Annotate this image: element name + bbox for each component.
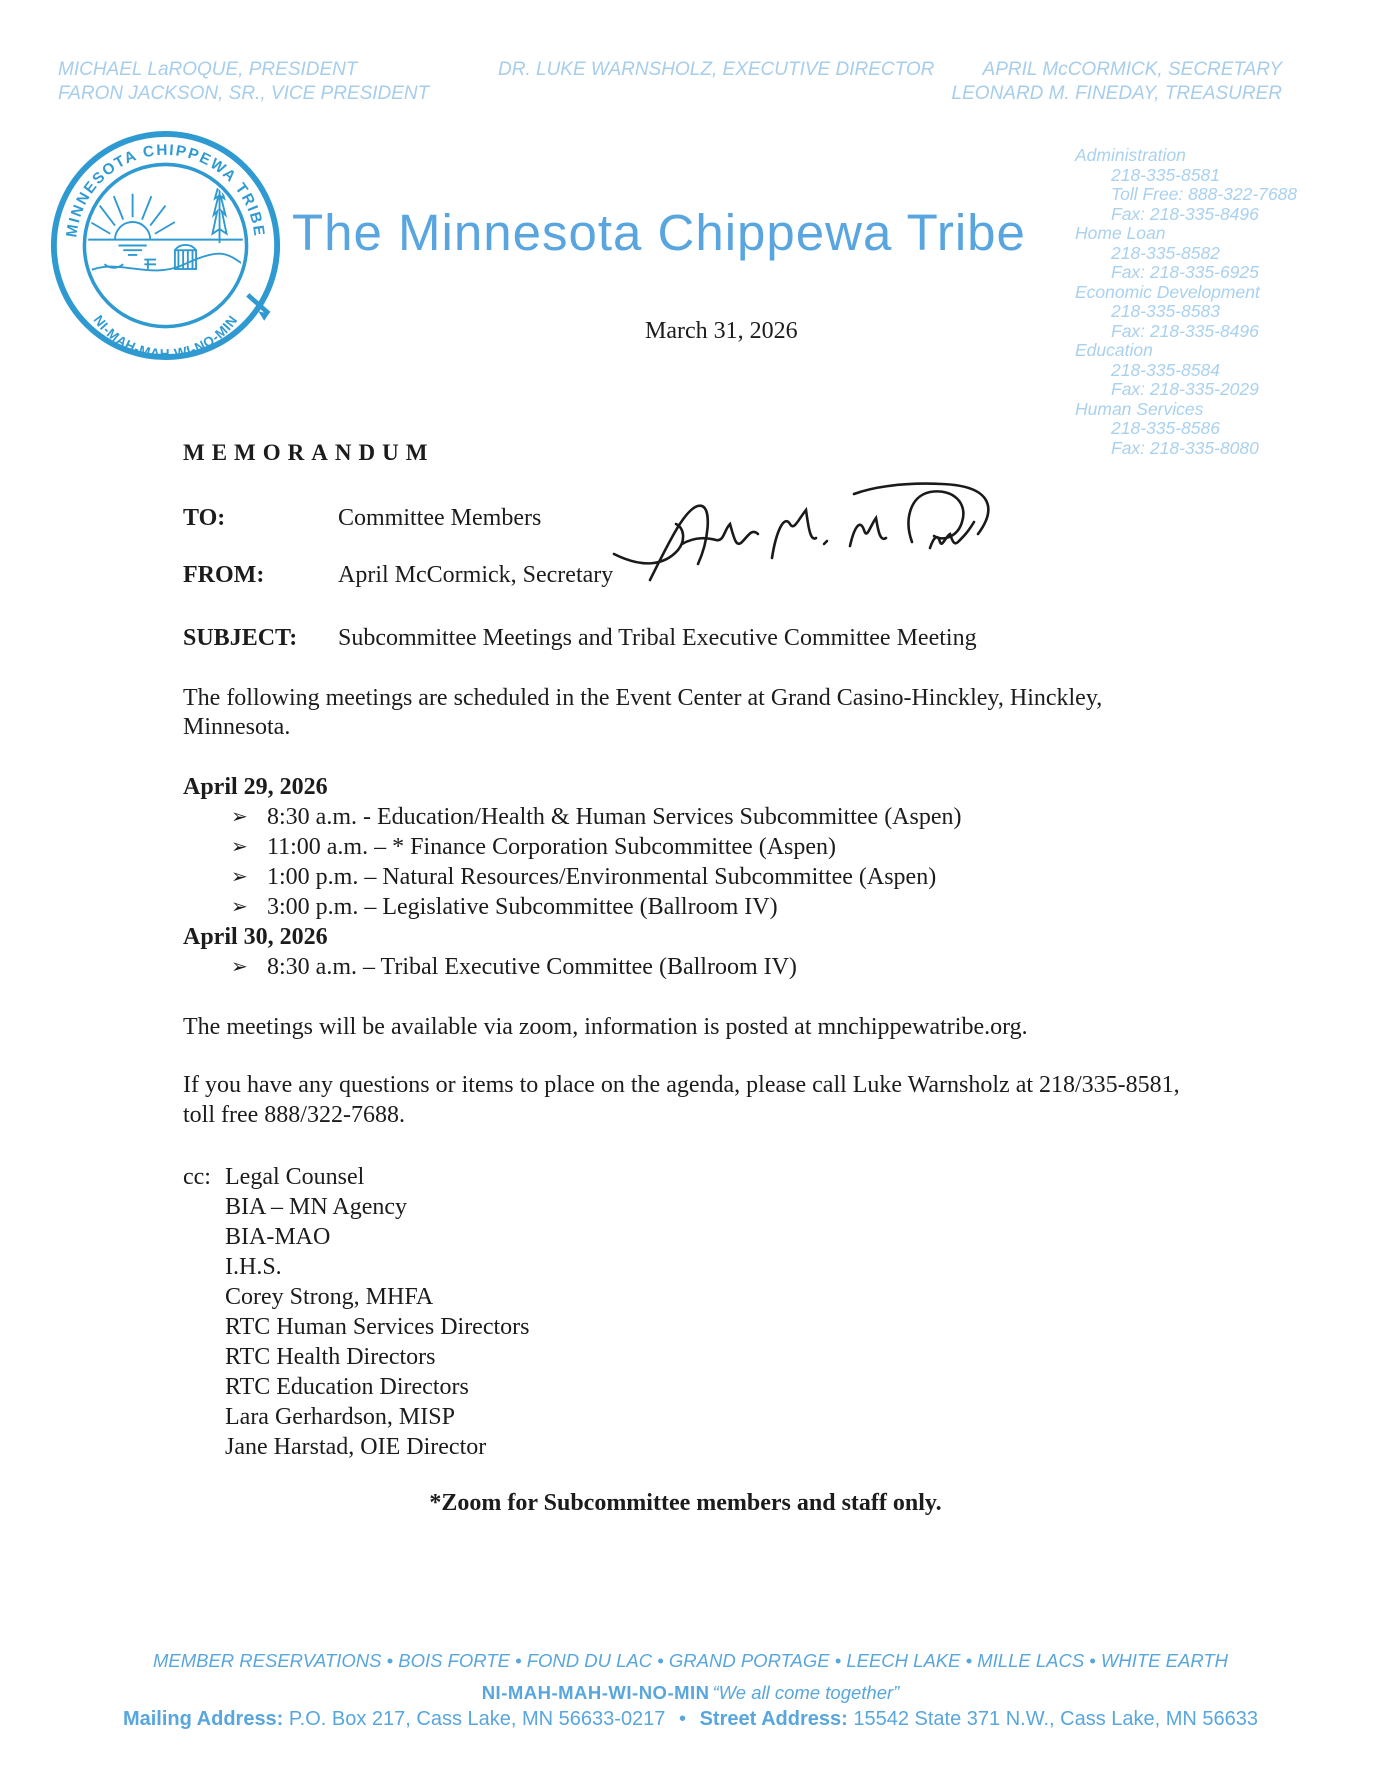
cc-item: Lara Gerhardson, MISP — [225, 1404, 455, 1430]
dept-line: Fax: 218-335-8496 — [1111, 203, 1259, 224]
page-title: The Minnesota Chippewa Tribe — [292, 204, 1026, 261]
officials-left — [58, 58, 429, 106]
official-executive-director: DR. LUKE WARNSHOLZ, EXECUTIVE DIRECTOR — [498, 59, 935, 80]
dept-name: Home Loan — [1075, 223, 1166, 243]
cc-item: BIA – MN Agency — [225, 1194, 407, 1220]
zoom-note: The meetings will be available via zoom, information is posted at mnchippewatribe.org. — [183, 1014, 1028, 1040]
cc-item: RTC Health Directors — [225, 1344, 436, 1370]
cc-label: cc: — [183, 1164, 211, 1190]
dept-name: Education — [1075, 340, 1153, 360]
dept-line: Fax: 218-335-2029 — [1111, 379, 1259, 399]
schedule-day-heading: April 30, 2026 — [183, 924, 328, 950]
street-address-label: Street Address: — [699, 1708, 848, 1730]
intro-paragraph: The following meetings are scheduled in the Event Center at Grand Casino-Hinckley, Hinckley, Minnesota. — [183, 685, 1103, 740]
to-label: TO: — [183, 505, 226, 531]
schedule-item-text: 3:00 p.m. – Legislative Subcommittee (Ballroom IV) — [267, 894, 778, 920]
cc-item: I.H.S. — [225, 1254, 282, 1280]
dept-line: 218-335-8586 — [1111, 418, 1220, 438]
schedule-item — [183, 952, 1188, 982]
schedule-item-text: 1:00 p.m. – Natural Resources/Environmental Subcommittee (Aspen) — [267, 864, 937, 890]
seal-landscape — [88, 182, 243, 271]
bullet-separator-icon: • — [679, 1708, 687, 1730]
zoom-footnote: *Zoom for Subcommittee members and staff only. — [429, 1490, 942, 1516]
seal-ring-text-bottom: NI-MAH-MAH-WI-NO-MIN — [90, 312, 241, 362]
official-secretary: APRIL McCORMICK, SECRETARY — [982, 59, 1282, 80]
cc-block — [183, 1162, 1188, 1462]
from-value: April McCormick, Secretary — [338, 562, 614, 588]
arrow-bullet-icon: ➢ — [231, 896, 248, 918]
subject-label: SUBJECT: — [183, 625, 298, 651]
cc-list — [225, 1162, 530, 1462]
street-address-value: 15542 State 371 N.W., Cass Lake, MN 56633 — [853, 1708, 1259, 1730]
dept-line: Fax: 218-335-8496 — [1111, 320, 1259, 341]
schedule-item — [183, 862, 1188, 892]
signature-image — [612, 478, 1032, 603]
motto-quote: “We all come together” — [712, 1682, 900, 1703]
memo-subject-row — [183, 623, 1188, 653]
dept-name: Human Services — [1075, 398, 1204, 419]
dept-line: 218-335-8583 — [1111, 301, 1220, 321]
schedule-day-heading: April 29, 2026 — [183, 774, 328, 800]
seal-ring-text-top: MINNESOTA CHIPPEWA TRIBE — [63, 141, 268, 239]
official-vice-president: FARON JACKSON, SR., VICE PRESIDENT — [58, 83, 430, 104]
dept-line: Fax: 218-335-8080 — [1111, 437, 1259, 458]
official-treasurer: LEONARD M. FINEDAY, TREASURER — [951, 83, 1282, 104]
cc-item: BIA-MAO — [225, 1224, 331, 1250]
dept-name: Economic Development — [1075, 281, 1260, 302]
signature — [612, 478, 1032, 603]
mailing-address-label: Mailing Address: — [122, 1708, 284, 1730]
schedule-item — [183, 832, 1188, 862]
footer-motto — [0, 1682, 1381, 1704]
meeting-schedule — [183, 772, 1188, 982]
dept-name: Administration — [1075, 145, 1186, 165]
lodge-icon — [175, 245, 196, 269]
footer-reservations: MEMBER RESERVATIONS • BOIS FORTE • FOND DU LAC • GRAND PORTAGE • LEECH LAKE • MILLE LACS • WHITE EARTH — [152, 1650, 1229, 1671]
official-president: MICHAEL LaROQUE, PRESIDENT — [58, 59, 358, 80]
schedule-item — [183, 892, 1188, 922]
schedule-item-text: 11:00 a.m. – * Finance Corporation Subcommittee (Aspen) — [267, 834, 837, 860]
dept-line: Fax: 218-335-6925 — [1111, 262, 1259, 282]
pictograph-marks — [144, 260, 156, 269]
questions-paragraph: If you have any questions or items to place on the agenda, please call Luke Warnsholz at 218/335-8581, toll free 888/322-7688. — [183, 1072, 1180, 1128]
arrow-bullet-icon: ➢ — [231, 866, 248, 888]
arrow-bullet-icon: ➢ — [231, 956, 248, 978]
schedule-item-text: 8:30 a.m. - Education/Health & Human Services Subcommittee (Aspen) — [267, 804, 962, 830]
officials-center — [498, 58, 934, 82]
cc-item: RTC Human Services Directors — [225, 1314, 530, 1340]
from-label: FROM: — [183, 562, 265, 588]
dept-line: 218-335-8584 — [1111, 359, 1220, 380]
tribal-seal-image — [48, 128, 283, 363]
dept-line: 218-335-8581 — [1111, 164, 1220, 185]
dept-line: Toll Free: 888-322-7688 — [1111, 184, 1298, 204]
to-value: Committee Members — [338, 505, 542, 531]
schedule-item-text: 8:30 a.m. – Tribal Executive Committee (Ballroom IV) — [267, 954, 797, 980]
cc-item: Corey Strong, MHFA — [225, 1284, 434, 1310]
cc-item: Jane Harstad, OIE Director — [225, 1434, 487, 1460]
sun-rays-icon — [90, 194, 175, 234]
document-date: March 31, 2026 — [645, 318, 798, 344]
cc-item: Legal Counsel — [225, 1164, 365, 1190]
motto-name: NI-MAH-MAH-WI-NO-MIN — [481, 1682, 710, 1703]
dept-line: 218-335-8582 — [1111, 242, 1220, 263]
cc-item: RTC Education Directors — [225, 1374, 469, 1400]
memo-heading: MEMORANDUM — [183, 440, 435, 465]
arrow-bullet-icon: ➢ — [231, 806, 248, 828]
contact-sidebar — [1075, 146, 1375, 458]
arrow-bullet-icon: ➢ — [231, 836, 248, 858]
schedule-item — [183, 802, 1188, 832]
officials-right — [952, 58, 1282, 106]
tribal-seal — [48, 128, 283, 363]
mailing-address-value: P.O. Box 217, Cass Lake, MN 56633-0217 — [288, 1708, 666, 1730]
subject-value: Subcommittee Meetings and Tribal Executive Committee Meeting — [338, 625, 977, 651]
svg-text:NI-MAH-MAH-WI-NO-MIN — [91, 312, 241, 361]
footer-addresses — [0, 1708, 1381, 1731]
